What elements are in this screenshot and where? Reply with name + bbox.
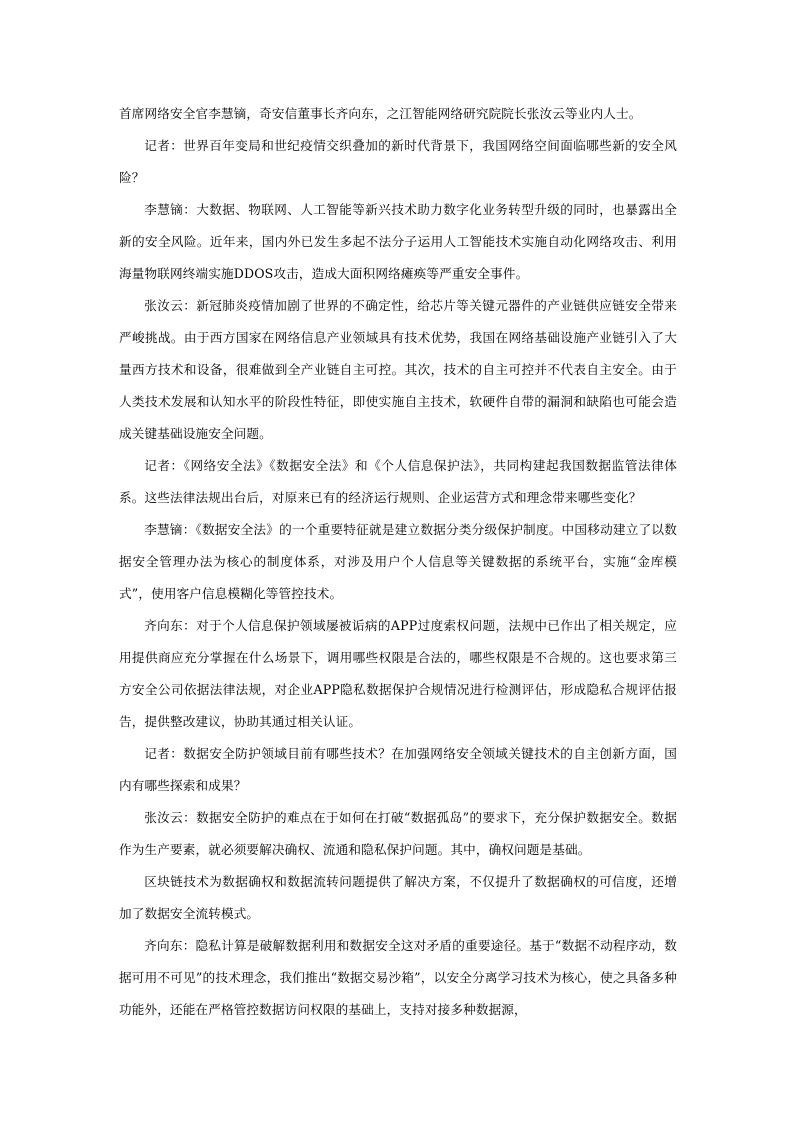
paragraph-question-1: 记者：世界百年变局和世纪疫情交织叠加的新时代背景下，我国网络空间面临哪些新的安全风险？: [119, 138, 677, 185]
paragraph-intro-continued: 首席网络安全官李慧镝，奇安信董事长齐向东，之江智能网络研究院院长张汝云等业内人士。: [119, 106, 642, 121]
paragraph-question-2: 记者：《网络安全法》《数据安全法》和《个人信息保护法》，共同构建起我国数据监管法律体系。这些法律法规出台后，对原来已有的经济运行规则、企业运营方式和理念带来哪些变化？: [119, 458, 677, 505]
document-body: [119, 98, 677, 1026]
paragraph-answer-qi-2: 齐向东：隐私计算是破解数据利用和数据安全这对矛盾的重要途径。基于“数据不动程序动，数据可用不可见”的技术理念，我们推出“数据交易沙箱”，以安全分离学习技术为核心，使之具备多种功能外，还能在严格管控数据访问权限的基础上，支持对接多种数据源，: [119, 938, 677, 1017]
paragraph-answer-zhang-1: 张汝云：新冠肺炎疫情加剧了世界的不确定性，给芯片等关键元器件的产业链供应链安全带来严峻挑战。由于西方国家在网络信息产业领域具有技术优势，我国在网络基础设施产业链引入了大量西方技术和设备，很难做到全产业链自主可控。其次，技术的自主可控并不代表自主安全。由于人类技术发展和认知水平的阶段性特征，即使实施自主技术，软硬件自带的漏洞和缺陷也可能会造成关键基础设施安全问题。: [119, 298, 677, 441]
paragraph-question-3: 记者：数据安全防护领域目前有哪些技术？在加强网络安全领域关键技术的自主创新方面，国内有哪些探索和成果？: [119, 746, 677, 793]
paragraph-answer-zhang-2: 张汝云：数据安全防护的难点在于如何在打破“数据孤岛”的要求下，充分保护数据安全。数据作为生产要素，就必须要解决确权、流通和隐私保护问题。其中，确权问题是基础。: [119, 810, 677, 857]
paragraph-answer-qi-1: 齐向东：对于个人信息保护领域屡被诟病的APP过度索权问题，法规中已作出了相关规定，应用提供商应充分掌握在什么场景下，调用哪些权限是合法的，哪些权限是不合规的。这也要求第三方安全公司依据法律法规，对企业APP隐私数据保护合规情况进行检测评估，形成隐私合规评估报告，提供整改建议，协助其通过相关认证。: [119, 618, 677, 729]
paragraph-answer-li-2: 李慧镝：《数据安全法》的一个重要特征就是建立数据分类分级保护制度。中国移动建立了以数据安全管理办法为核心的制度体系，对涉及用户个人信息等关键数据的系统平台，实施“金库模式”，使用客户信息模糊化等管控技术。: [119, 522, 677, 601]
paragraph-blockchain: 区块链技术为数据确权和数据流转问题提供了解决方案，不仅提升了数据确权的可信度，还增加了数据安全流转模式。: [119, 874, 677, 921]
paragraph-answer-li-1: 李慧镝：大数据、物联网、人工智能等新兴技术助力数字化业务转型升级的同时，也暴露出全新的安全风险。近年来，国内外已发生多起不法分子运用人工智能技术实施自动化网络攻击、利用海量物联网终端实施DDOS攻击，造成大面积网络瘫痪等严重安全事件。: [119, 202, 677, 281]
